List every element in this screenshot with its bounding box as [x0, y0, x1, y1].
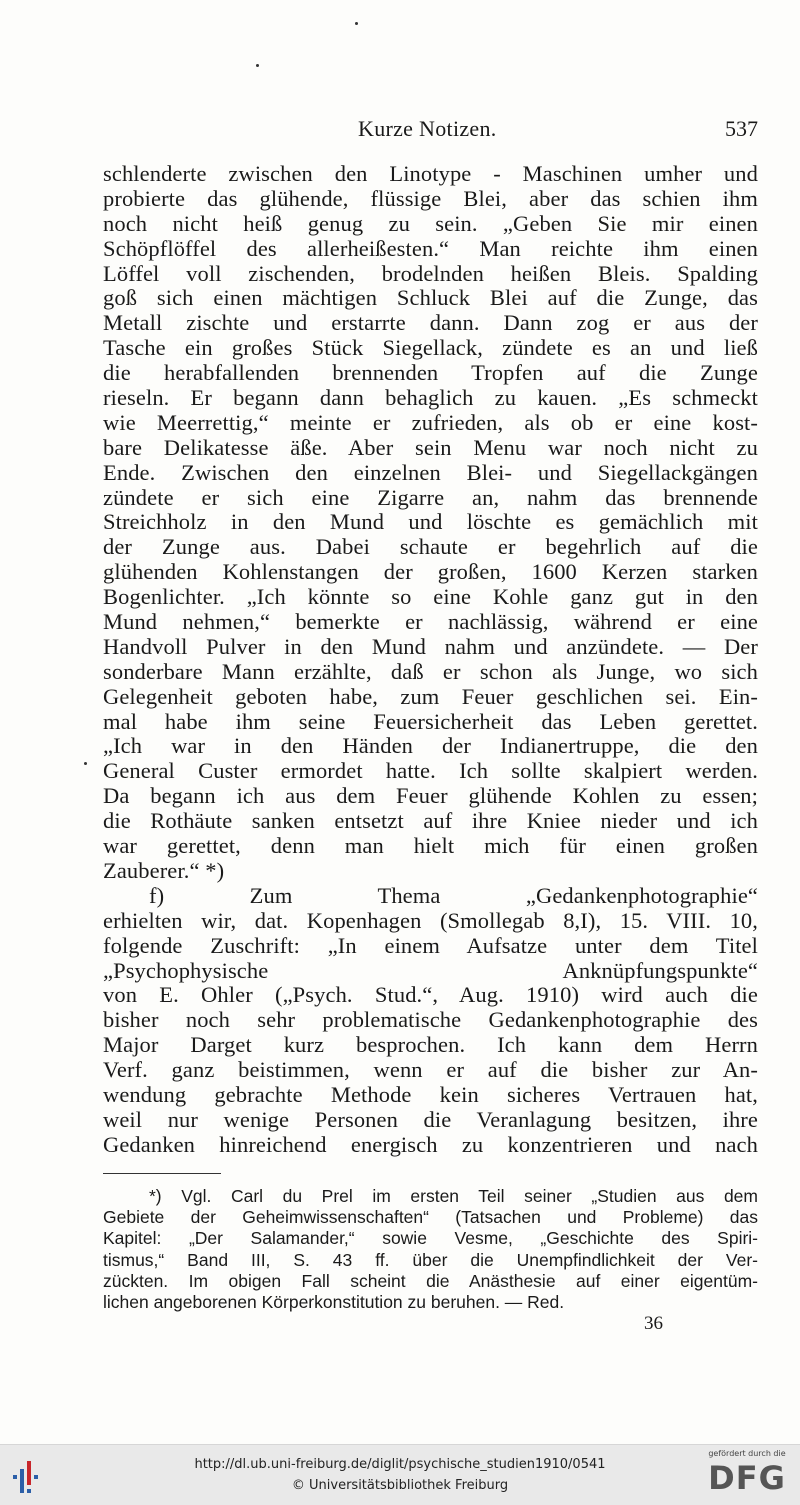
text-line: folgende Zuschrift: „In einem Aufsatze unter dem Titel [103, 932, 758, 958]
text-line: die Rothäute sanken entsetzt auf ihre Kniee nieder und ich [103, 808, 758, 834]
footnote-divider [103, 1173, 221, 1174]
body-text [103, 162, 758, 1158]
text-line: Major Darget kurz besprochen. Ich kann dem Herrn [103, 1032, 758, 1058]
text-line: Gelegenheit geboten habe, zum Feuer geschlichen sei. Ein- [103, 683, 758, 709]
text-line: erhielten wir, dat. Kopenhagen (Smollegab 8,I), 15. VIII. 10, [103, 907, 758, 933]
text-line: Mund nehmen,“ bemerkte er nachlässig, während er eine [103, 609, 758, 635]
page-number: 537 [725, 116, 758, 141]
running-header [103, 116, 758, 144]
running-title: Kurze Notizen. [358, 116, 497, 141]
footnote-line: Gebiete der Geheimwissenschaften“ (Tatsachen und Probleme) das [103, 1207, 758, 1228]
text-line: Ende. Zwischen den einzelnen Blei- und Siegellackgängen [103, 459, 758, 485]
text-line: wendung gebrachte Methode kein sicheres Vertrauen hat, [103, 1081, 758, 1107]
viewer-footer [0, 1444, 800, 1505]
text-line: Handvoll Pulver in den Mund nahm und anzündete. — Der [103, 633, 758, 659]
text-line: probierte das glühende, flüssige Blei, aber das schien ihm [103, 185, 758, 211]
footnote-line: Kapitel: „Der Salamander,“ sowie Vesme, „Geschichte des Spiri- [103, 1228, 758, 1249]
dfg-logo-text: DFG [708, 1459, 786, 1497]
text-line: war gerettet, denn man hielt mich für einen großen [103, 833, 758, 859]
dfg-logo [702, 1449, 792, 1501]
permalink-link[interactable]: http://dl.ub.uni-freiburg.de/diglit/psychische_studien1910/0541 [194, 1457, 606, 1472]
footnote-line: lichen angeborenen Körperkonstitution zu beruhen. — Red. [103, 1291, 565, 1312]
footnote-line: tismus,“ Band III, S. 43 ff. über die Unempfindlichkeit der Ver- [103, 1249, 758, 1270]
text-line: glühenden Kohlenstangen der großen, 1600 Kerzen starken [103, 559, 758, 585]
text-line: „Psychophysische Anknüpfungspunkte“ [103, 957, 758, 983]
text-line: goß sich einen mächtigen Schluck Blei auf die Zunge, das [103, 285, 758, 311]
text-line: Zauberer.“ *) [103, 857, 225, 883]
footnote-line: zückten. Im obigen Fall scheint die Anästhesie auf einer eigentüm- [103, 1270, 758, 1291]
text-line: Streichholz in den Mund und löschte es gemächlich mit [103, 509, 758, 535]
text-line: wie Meerrettig,“ meinte er zufrieden, als ob er eine kost- [103, 409, 758, 435]
dfg-funding-label: gefördert durch die [708, 1449, 786, 1458]
text-line: General Custer ermordet hatte. Ich sollte skalpiert werden. [103, 758, 758, 784]
text-line: bare Delikatesse äße. Aber sein Menu war noch nicht zu [103, 434, 758, 460]
speck [256, 64, 259, 67]
speck [355, 22, 358, 25]
text-line: Schöpflöffel des allerheißesten.“ Man reichte ihm einen [103, 235, 758, 261]
text-line: zündete er sich eine Zigarre an, nahm das brennende [103, 484, 758, 510]
text-line: Gedanken hinreichend energisch zu konzentrieren und nach [103, 1131, 758, 1157]
copyright-text: © Universitätsbibliothek Freiburg [291, 1478, 509, 1493]
text-line: „Ich war in den Händen der Indianertruppe, die den [103, 733, 758, 759]
text-line: Löffel voll zischenden, brodelnden heißen Bleis. Spalding [103, 260, 758, 286]
text-line: Da begann ich aus dem Feuer glühende Kohlen zu essen; [103, 783, 758, 809]
text-line: schlenderte zwischen den Linotype - Maschinen umher und [103, 161, 758, 186]
text-line: noch nicht heiß genug zu sein. „Geben Sie mir einen [103, 210, 758, 236]
text-line: der Zunge aus. Dabei schaute er begehrlich auf die [103, 534, 758, 560]
text-line: Tasche ein großes Stück Siegellack, zündete es an und ließ [103, 335, 758, 361]
text-line: rieseln. Er begann dann behaglich zu kauen. „Es schmeckt [103, 385, 758, 411]
signature-mark: 36 [644, 1313, 663, 1334]
footnote-line: *) Vgl. Carl du Prel im ersten Teil seiner „Studien aus dem [149, 1186, 758, 1206]
text-line: die herabfallenden brennenden Tropfen auf die Zunge [103, 360, 758, 386]
text-line: Metall zischte und erstarrte dann. Dann zog er aus der [103, 310, 758, 336]
text-line: sonderbare Mann erzählte, daß er schon als Junge, wo sich [103, 658, 758, 684]
footnote [103, 1186, 758, 1313]
text-line: weil nur wenige Personen die Veranlagung besitzen, ihre [103, 1106, 758, 1132]
text-line: mal habe ihm seine Feuersicherheit das Leben gerettet. [103, 708, 758, 734]
text-line: von E. Ohler („Psych. Stud.“, Aug. 1910) wird auch die [103, 982, 758, 1008]
text-line: Bogenlichter. „Ich könnte so eine Kohle ganz gut in den [103, 584, 758, 610]
section-start-line: f) Zum Thema „Gedankenphotographie“ [149, 882, 758, 908]
text-line: bisher noch sehr problematische Gedankenphotographie des [103, 1007, 758, 1033]
text-line: Verf. ganz beistimmen, wenn er auf die bisher zur An- [103, 1057, 758, 1083]
speck [84, 762, 87, 765]
